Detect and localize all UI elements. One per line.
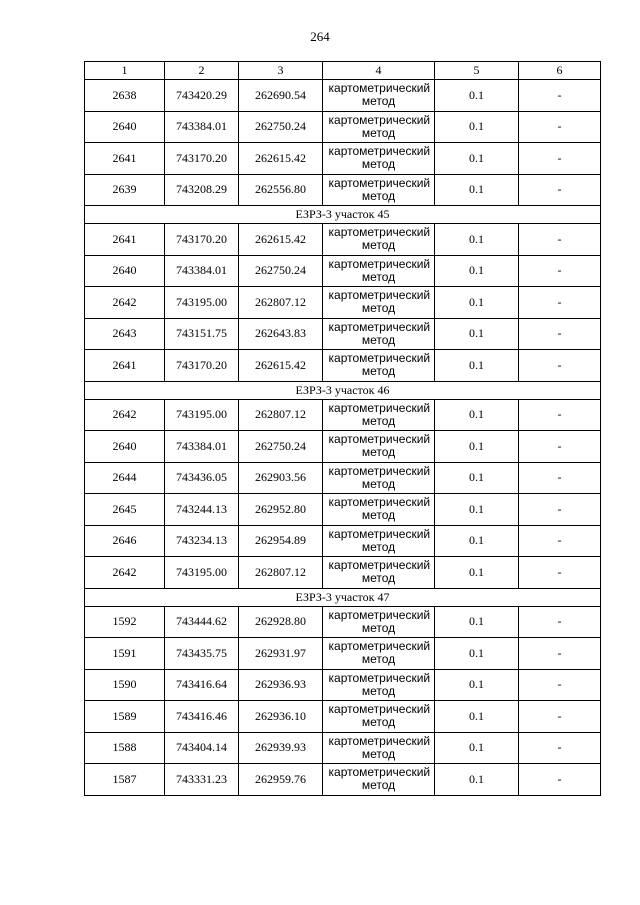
accuracy-cell: 0.1	[435, 80, 519, 112]
section-header-row	[85, 588, 601, 606]
coord-y-cell: 262615.42	[239, 143, 323, 175]
coord-y-cell: 262952.80	[239, 494, 323, 526]
accuracy-cell: 0.1	[435, 111, 519, 143]
note-cell: -	[519, 462, 601, 494]
accuracy-cell: 0.1	[435, 669, 519, 701]
accuracy-cell: 0.1	[435, 287, 519, 319]
coord-x-cell: 743420.29	[165, 80, 239, 112]
section-header-row	[85, 381, 601, 399]
point-number-cell: 2642	[85, 287, 165, 319]
coord-y-cell: 262807.12	[239, 399, 323, 431]
point-number-cell: 2644	[85, 462, 165, 494]
table-row	[85, 638, 601, 670]
table-row	[85, 111, 601, 143]
accuracy-cell: 0.1	[435, 224, 519, 256]
method-text: картометрический метод	[328, 225, 431, 253]
note-cell: -	[519, 399, 601, 431]
method-cell	[323, 669, 435, 701]
coord-y-cell: 262750.24	[239, 255, 323, 287]
method-text: картометрический метод	[328, 607, 431, 635]
header-row	[85, 62, 601, 80]
coord-x-cell: 743244.13	[165, 494, 239, 526]
coord-y-cell: 262959.76	[239, 764, 323, 796]
accuracy-cell: 0.1	[435, 638, 519, 670]
coord-x-cell: 743436.05	[165, 462, 239, 494]
table-row	[85, 525, 601, 557]
note-cell: -	[519, 669, 601, 701]
coord-y-cell: 262615.42	[239, 224, 323, 256]
coord-x-cell: 743170.20	[165, 224, 239, 256]
coord-x-cell: 743170.20	[165, 350, 239, 382]
table-row	[85, 732, 601, 764]
method-cell	[323, 174, 435, 206]
coord-x-cell: 743195.00	[165, 287, 239, 319]
table-row	[85, 287, 601, 319]
table-row	[85, 174, 601, 206]
accuracy-cell: 0.1	[435, 494, 519, 526]
note-cell: -	[519, 111, 601, 143]
table-row	[85, 399, 601, 431]
method-text: картометрический метод	[328, 639, 431, 667]
point-number-cell: 2641	[85, 224, 165, 256]
point-number-cell: 2642	[85, 399, 165, 431]
method-cell	[323, 638, 435, 670]
note-cell: -	[519, 557, 601, 589]
section-title: ЕЗРЗ-3 участок 47	[85, 588, 601, 606]
coord-x-cell: 743416.64	[165, 669, 239, 701]
method-cell	[323, 525, 435, 557]
method-text: картометрический метод	[328, 765, 431, 793]
method-text: картометрический метод	[328, 400, 431, 428]
point-number-cell: 2640	[85, 111, 165, 143]
coord-x-cell: 743435.75	[165, 638, 239, 670]
column-header: 4	[323, 62, 435, 80]
note-cell: -	[519, 255, 601, 287]
accuracy-cell: 0.1	[435, 557, 519, 589]
table-row	[85, 701, 601, 733]
method-text: картометрический метод	[328, 112, 431, 140]
accuracy-cell: 0.1	[435, 350, 519, 382]
method-text: картометрический метод	[328, 670, 431, 698]
method-cell	[323, 557, 435, 589]
point-number-cell: 2642	[85, 557, 165, 589]
method-text: картометрический метод	[328, 495, 431, 523]
point-number-cell: 2639	[85, 174, 165, 206]
table-row	[85, 143, 601, 175]
accuracy-cell: 0.1	[435, 399, 519, 431]
coord-x-cell: 743151.75	[165, 318, 239, 350]
point-number-cell: 2641	[85, 350, 165, 382]
coord-y-cell: 262807.12	[239, 287, 323, 319]
note-cell: -	[519, 80, 601, 112]
coord-x-cell: 743444.62	[165, 606, 239, 638]
column-header: 6	[519, 62, 601, 80]
method-text: картометрический метод	[328, 351, 431, 379]
method-cell	[323, 701, 435, 733]
table-row	[85, 318, 601, 350]
table-row	[85, 557, 601, 589]
method-text: картометрический метод	[328, 558, 431, 586]
method-text: картометрический метод	[328, 319, 431, 347]
accuracy-cell: 0.1	[435, 255, 519, 287]
accuracy-cell: 0.1	[435, 318, 519, 350]
section-header-row	[85, 206, 601, 224]
column-header: 1	[85, 62, 165, 80]
method-cell	[323, 399, 435, 431]
accuracy-cell: 0.1	[435, 525, 519, 557]
coord-y-cell: 262936.10	[239, 701, 323, 733]
coord-x-cell: 743234.13	[165, 525, 239, 557]
accuracy-cell: 0.1	[435, 174, 519, 206]
coord-y-cell: 262807.12	[239, 557, 323, 589]
accuracy-cell: 0.1	[435, 143, 519, 175]
method-cell	[323, 606, 435, 638]
coord-y-cell: 262936.93	[239, 669, 323, 701]
method-text: картометрический метод	[328, 526, 431, 554]
method-text: картометрический метод	[328, 175, 431, 203]
note-cell: -	[519, 732, 601, 764]
coordinates-table	[84, 61, 601, 796]
table-row	[85, 462, 601, 494]
method-text: картометрический метод	[328, 733, 431, 761]
method-cell	[323, 350, 435, 382]
method-text: картометрический метод	[328, 144, 431, 172]
note-cell: -	[519, 638, 601, 670]
note-cell: -	[519, 143, 601, 175]
point-number-cell: 2643	[85, 318, 165, 350]
coord-x-cell: 743384.01	[165, 111, 239, 143]
point-number-cell: 1591	[85, 638, 165, 670]
coord-x-cell: 743208.29	[165, 174, 239, 206]
method-cell	[323, 732, 435, 764]
method-text: картометрический метод	[328, 81, 431, 109]
method-cell	[323, 431, 435, 463]
note-cell: -	[519, 494, 601, 526]
method-text: картометрический метод	[328, 702, 431, 730]
column-header: 3	[239, 62, 323, 80]
table-row	[85, 224, 601, 256]
coord-y-cell: 262750.24	[239, 431, 323, 463]
method-text: картометрический метод	[328, 432, 431, 460]
note-cell: -	[519, 431, 601, 463]
coord-y-cell: 262556.80	[239, 174, 323, 206]
table-row	[85, 606, 601, 638]
point-number-cell: 2641	[85, 143, 165, 175]
accuracy-cell: 0.1	[435, 701, 519, 733]
note-cell: -	[519, 701, 601, 733]
table-row	[85, 255, 601, 287]
column-header: 2	[165, 62, 239, 80]
section-title: ЕЗРЗ-3 участок 46	[85, 381, 601, 399]
point-number-cell: 1587	[85, 764, 165, 796]
note-cell: -	[519, 764, 601, 796]
method-cell	[323, 462, 435, 494]
point-number-cell: 1590	[85, 669, 165, 701]
coord-y-cell: 262615.42	[239, 350, 323, 382]
coord-y-cell: 262690.54	[239, 80, 323, 112]
coord-x-cell: 743404.14	[165, 732, 239, 764]
method-cell	[323, 224, 435, 256]
point-number-cell: 2640	[85, 431, 165, 463]
note-cell: -	[519, 525, 601, 557]
accuracy-cell: 0.1	[435, 606, 519, 638]
accuracy-cell: 0.1	[435, 431, 519, 463]
table-row	[85, 764, 601, 796]
table-row	[85, 431, 601, 463]
point-number-cell: 2645	[85, 494, 165, 526]
note-cell: -	[519, 287, 601, 319]
method-cell	[323, 764, 435, 796]
coord-x-cell: 743384.01	[165, 431, 239, 463]
method-cell	[323, 143, 435, 175]
coord-x-cell: 743331.23	[165, 764, 239, 796]
method-text: картометрический метод	[328, 256, 431, 284]
note-cell: -	[519, 224, 601, 256]
coord-y-cell: 262931.97	[239, 638, 323, 670]
table-row	[85, 494, 601, 526]
coord-x-cell: 743384.01	[165, 255, 239, 287]
note-cell: -	[519, 350, 601, 382]
table-row	[85, 350, 601, 382]
coord-y-cell: 262750.24	[239, 111, 323, 143]
page-number: 264	[310, 29, 330, 44]
accuracy-cell: 0.1	[435, 732, 519, 764]
point-number-cell: 2640	[85, 255, 165, 287]
coord-x-cell: 743195.00	[165, 557, 239, 589]
accuracy-cell: 0.1	[435, 764, 519, 796]
table-body	[85, 80, 601, 796]
coord-y-cell: 262928.80	[239, 606, 323, 638]
column-header: 5	[435, 62, 519, 80]
point-number-cell: 1592	[85, 606, 165, 638]
note-cell: -	[519, 318, 601, 350]
table-row	[85, 669, 601, 701]
method-cell	[323, 80, 435, 112]
accuracy-cell: 0.1	[435, 462, 519, 494]
table-row	[85, 80, 601, 112]
method-cell	[323, 318, 435, 350]
point-number-cell: 2638	[85, 80, 165, 112]
coord-x-cell: 743195.00	[165, 399, 239, 431]
coord-y-cell: 262643.83	[239, 318, 323, 350]
point-number-cell: 1589	[85, 701, 165, 733]
coord-x-cell: 743416.46	[165, 701, 239, 733]
section-title: ЕЗРЗ-3 участок 45	[85, 206, 601, 224]
method-cell	[323, 111, 435, 143]
method-text: картометрический метод	[328, 463, 431, 491]
note-cell: -	[519, 174, 601, 206]
point-number-cell: 1588	[85, 732, 165, 764]
method-cell	[323, 255, 435, 287]
coord-y-cell: 262954.89	[239, 525, 323, 557]
method-text: картометрический метод	[328, 288, 431, 316]
coord-y-cell: 262939.93	[239, 732, 323, 764]
point-number-cell: 2646	[85, 525, 165, 557]
coord-y-cell: 262903.56	[239, 462, 323, 494]
method-cell	[323, 287, 435, 319]
method-cell	[323, 494, 435, 526]
coord-x-cell: 743170.20	[165, 143, 239, 175]
note-cell: -	[519, 606, 601, 638]
